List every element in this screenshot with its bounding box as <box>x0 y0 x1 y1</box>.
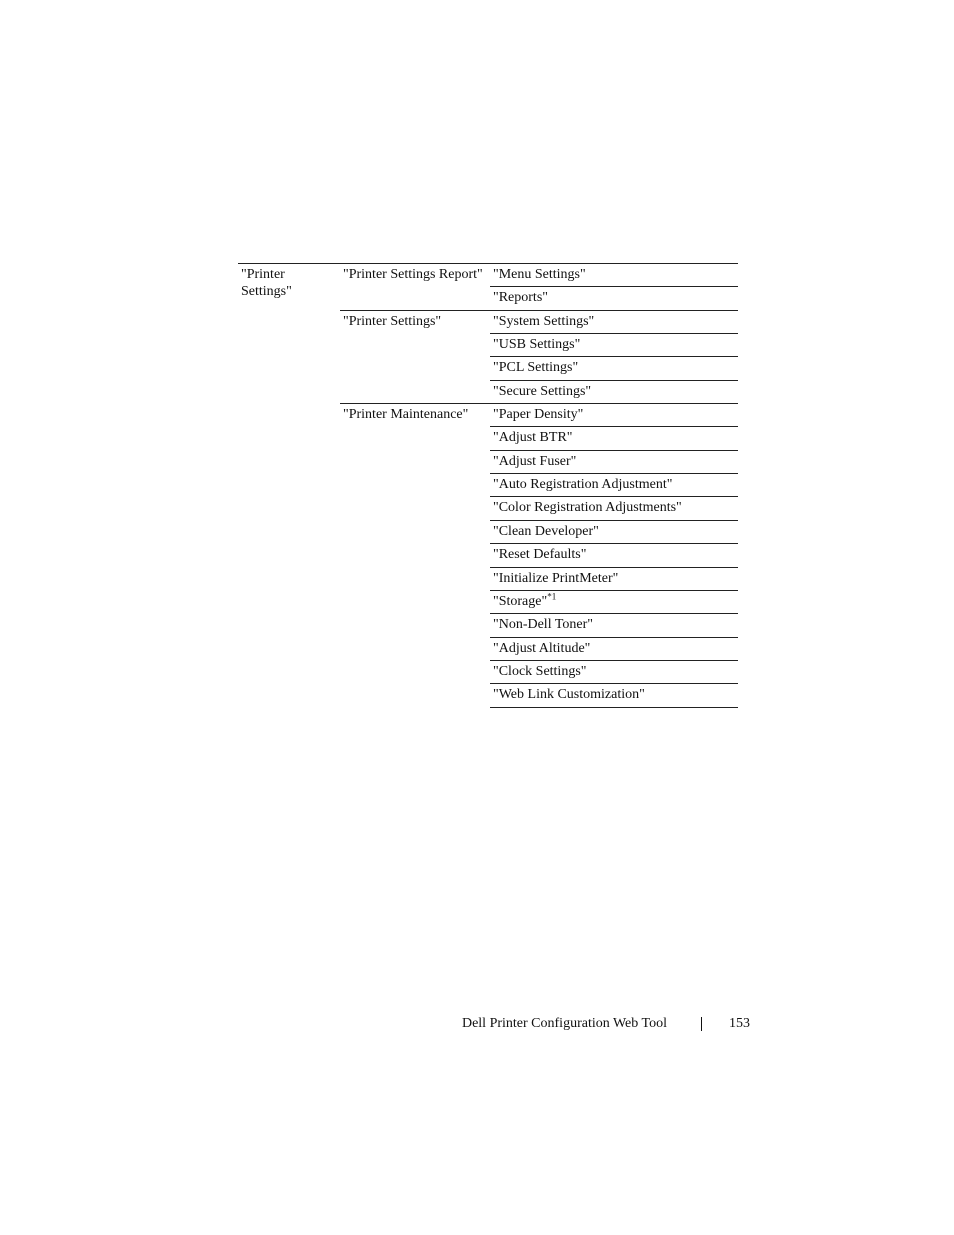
row-divider <box>490 356 738 357</box>
row-divider <box>490 520 738 521</box>
row-label <box>493 406 583 423</box>
row-divider <box>490 426 738 427</box>
row-label <box>493 453 576 470</box>
row-text: "Clock Settings" <box>493 663 587 679</box>
row-label <box>493 686 645 703</box>
table-row <box>490 496 738 519</box>
row-label <box>493 640 590 657</box>
row-label <box>493 266 586 283</box>
row-label <box>493 336 580 353</box>
table-column1-cell: "Printer Settings" <box>241 267 292 299</box>
row-label <box>493 429 573 446</box>
row-divider <box>490 473 738 474</box>
row-label <box>493 523 599 540</box>
row-text: "Secure Settings" <box>493 383 592 399</box>
row-divider <box>490 660 738 661</box>
row-divider <box>490 286 738 287</box>
row-divider <box>490 590 738 591</box>
table-row <box>490 520 738 543</box>
row-text: "Adjust BTR" <box>493 430 573 446</box>
table-row <box>490 637 738 660</box>
table-row <box>490 567 738 590</box>
table-row <box>490 426 738 449</box>
footer-title: Dell Printer Configuration Web Tool <box>461 1016 667 1031</box>
row-text: "Color Registration Adjustments" <box>493 500 682 516</box>
row-divider <box>490 450 738 451</box>
table-row <box>490 613 738 636</box>
row-text: "Adjust Altitude" <box>493 640 591 656</box>
row-text: "Clean Developer" <box>493 523 599 539</box>
row-text: "Adjust Fuser" <box>493 453 577 469</box>
row-text: "Reset Defaults" <box>493 547 587 563</box>
table-row <box>490 660 738 683</box>
table-row <box>490 590 738 613</box>
table-row <box>490 403 738 426</box>
row-text: "Initialize PrintMeter" <box>493 570 619 586</box>
table-row <box>490 683 738 706</box>
table-row <box>490 356 738 379</box>
table-row <box>490 310 738 333</box>
row-divider <box>490 613 738 614</box>
row-divider <box>490 683 738 684</box>
row-label <box>493 663 587 680</box>
row-text: "Web Link Customization" <box>493 687 645 703</box>
row-text: "Reports" <box>493 290 548 306</box>
row-text: "System Settings" <box>493 313 595 329</box>
table-bottom-rule <box>490 707 738 708</box>
row-divider <box>490 637 738 638</box>
row-label <box>493 359 578 376</box>
row-text: "USB Settings" <box>493 337 581 353</box>
page-number: 153 <box>729 1016 750 1031</box>
row-text: "Paper Density" <box>493 407 584 423</box>
row-label <box>493 570 618 587</box>
page-footer <box>0 1015 954 1035</box>
row-text: "Storage" <box>493 593 548 609</box>
table-row <box>490 450 738 473</box>
table-row <box>490 263 738 286</box>
row-label <box>493 289 548 306</box>
table-row <box>490 380 738 403</box>
row-divider <box>490 333 738 334</box>
row-label <box>493 499 682 516</box>
row-divider <box>490 380 738 381</box>
table-row <box>490 333 738 356</box>
row-label <box>493 383 591 400</box>
table-row <box>490 473 738 496</box>
group-label: "Printer Settings" <box>343 313 442 329</box>
table-row <box>490 543 738 566</box>
row-divider <box>490 567 738 568</box>
footer-separator <box>701 1017 702 1031</box>
row-label <box>493 476 672 493</box>
row-divider <box>490 543 738 544</box>
row-text: "Menu Settings" <box>493 267 586 282</box>
row-divider <box>490 496 738 497</box>
row-label <box>493 546 586 563</box>
row-label <box>493 616 593 633</box>
group-label: "Printer Maintenance" <box>343 407 469 423</box>
group-label: "Printer Settings Report" <box>343 267 483 282</box>
row-text: "Non-Dell Toner" <box>493 617 594 633</box>
row-label <box>493 313 594 330</box>
row-text: "PCL Settings" <box>493 360 579 376</box>
row-text: "Auto Registration Adjustment" <box>493 477 673 493</box>
row-label <box>493 593 556 610</box>
footnote-marker: *1 <box>547 591 557 602</box>
table-row <box>490 286 738 309</box>
